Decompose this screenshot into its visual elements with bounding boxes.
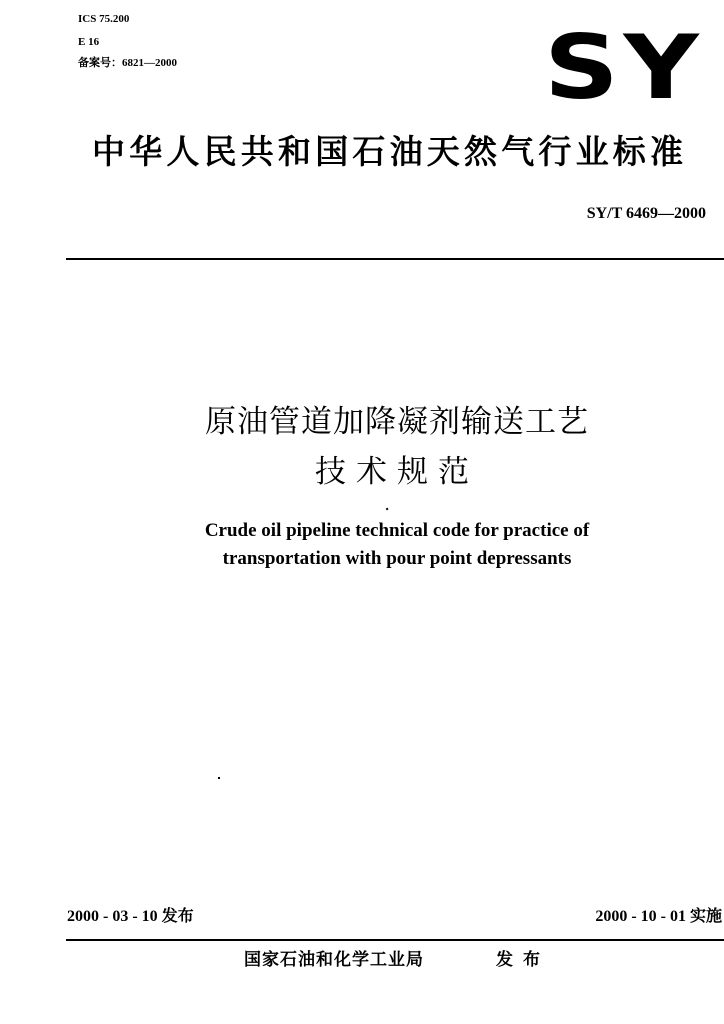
ccs-code: E 16 <box>78 36 100 48</box>
english-title-line-1: Crude oil pipeline technical code for practice of <box>204 520 590 541</box>
publisher-name: 国家石油和化学工业局 <box>244 950 424 970</box>
top-divider <box>66 258 724 260</box>
chinese-title-line-1: 原油管道加降凝剂输送工艺 <box>205 404 589 440</box>
implementation-date: 2000 - 10 - 01 实施 <box>595 908 722 925</box>
publish-label: 发布 <box>496 950 550 970</box>
bottom-divider <box>66 939 724 941</box>
organization-title: 中华人民共和国石油天然气行业标准 <box>92 132 688 171</box>
issue-date: 2000 - 03 - 10 发布 <box>67 908 194 925</box>
chinese-title-line-2: 技术规范 <box>315 454 479 490</box>
english-title-line-2: transportation with pour point depressants <box>222 548 572 569</box>
filing-number: 备案号：6821—2000 <box>78 57 177 69</box>
scan-speck <box>386 508 388 510</box>
standard-number: SY/T 6469—2000 <box>586 205 706 222</box>
scan-speck <box>218 777 220 779</box>
ics-code: ICS 75.200 <box>78 13 130 25</box>
sy-logo: SY <box>544 16 704 119</box>
